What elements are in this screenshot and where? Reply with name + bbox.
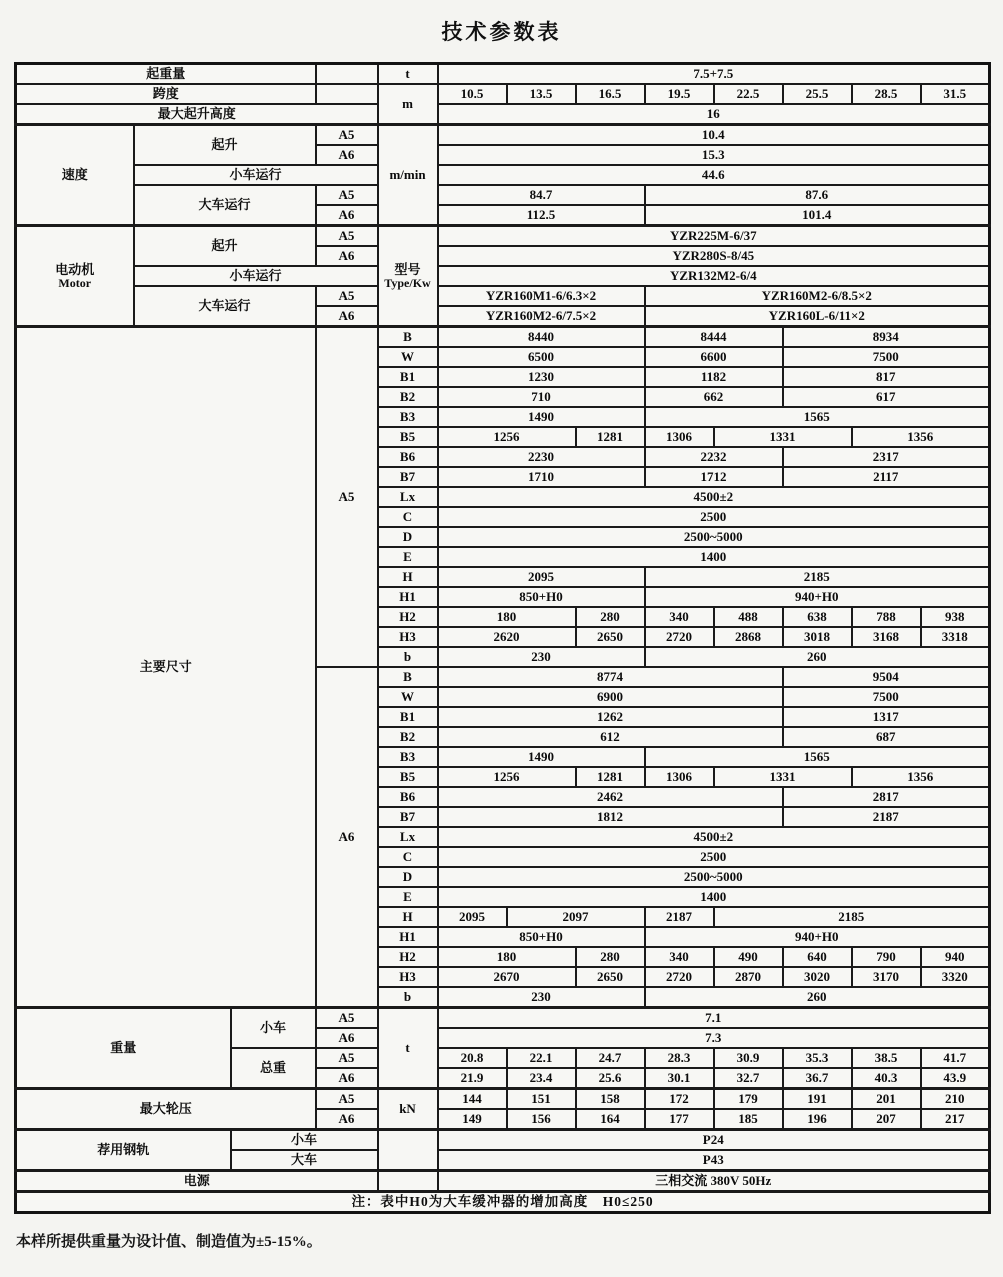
- motor-unit-line1: 型号: [394, 261, 421, 277]
- weight-total-value-cell: 23.4: [507, 1068, 576, 1089]
- dim-name-cell: B7: [378, 807, 438, 827]
- weight-total-value-cell: 40.3: [852, 1068, 921, 1089]
- dim-value-cell: 617: [783, 387, 990, 407]
- dim-value-cell: 2650: [576, 627, 645, 647]
- dim-value-cell: 1565: [645, 407, 990, 427]
- span-value-cell: 10.5: [438, 84, 507, 104]
- wheel-load-value-cell: 207: [852, 1109, 921, 1130]
- dim-name-cell: Lx: [378, 827, 438, 847]
- dim-name-cell: E: [378, 547, 438, 567]
- dim-name-cell: B2: [378, 727, 438, 747]
- dim-value-cell: 1565: [645, 747, 990, 767]
- dim-name-cell: b: [378, 647, 438, 667]
- empty-cell: [378, 1130, 438, 1171]
- wheel-load-value-cell: 179: [714, 1089, 783, 1110]
- lift-height-value-cell: 16: [438, 104, 990, 125]
- dim-name-cell: H2: [378, 947, 438, 967]
- dim-value-cell: 280: [576, 947, 645, 967]
- dim-value-cell: 6900: [438, 687, 783, 707]
- wheel-load-value-cell: 177: [645, 1109, 714, 1130]
- motor-trolley-value-cell: YZR132M2-6/4: [438, 266, 990, 286]
- dim-value-cell: 1812: [438, 807, 783, 827]
- dim-value-cell: 1306: [645, 427, 714, 447]
- dim-name-cell: W: [378, 687, 438, 707]
- dim-value-cell: 2500~5000: [438, 867, 990, 887]
- dim-name-cell: b: [378, 987, 438, 1008]
- weight-total-value-cell: 35.3: [783, 1048, 852, 1068]
- dim-value-cell: 8774: [438, 667, 783, 687]
- dim-name-cell: Lx: [378, 487, 438, 507]
- dim-name-cell: H1: [378, 587, 438, 607]
- capacity-unit-cell: t: [378, 64, 438, 85]
- dim-value-cell: 1400: [438, 887, 990, 907]
- dim-value-cell: 2317: [783, 447, 990, 467]
- speed-crane-label-cell: 大车运行: [134, 185, 316, 226]
- dim-value-cell: 340: [645, 947, 714, 967]
- wheel-load-value-cell: 217: [921, 1109, 990, 1130]
- motor-crane-a6-value-cell: YZR160L-6/11×2: [645, 306, 990, 327]
- wheel-load-value-cell: 151: [507, 1089, 576, 1110]
- span-value-cell: 13.5: [507, 84, 576, 104]
- speed-hoist-label-cell: 起升: [134, 125, 316, 166]
- dim-value-cell: 1331: [714, 427, 852, 447]
- class-a5-cell: A5: [316, 286, 378, 306]
- weight-total-value-cell: 36.7: [783, 1068, 852, 1089]
- dim-name-cell: H3: [378, 967, 438, 987]
- dim-value-cell: 1317: [783, 707, 990, 727]
- dim-value-cell: 1356: [852, 767, 990, 787]
- speed-hoist-a6-value-cell: 15.3: [438, 145, 990, 165]
- dim-value-cell: 2868: [714, 627, 783, 647]
- weight-total-value-cell: 38.5: [852, 1048, 921, 1068]
- dim-value-cell: 1306: [645, 767, 714, 787]
- class-a5-cell: A5: [316, 185, 378, 205]
- span-value-cell: 19.5: [645, 84, 714, 104]
- dim-value-cell: 687: [783, 727, 990, 747]
- dim-value-cell: 1331: [714, 767, 852, 787]
- wheel-load-value-cell: 210: [921, 1089, 990, 1110]
- class-a5-cell: A5: [316, 1008, 378, 1029]
- parameter-table: [14, 62, 991, 1214]
- dim-value-cell: 2500~5000: [438, 527, 990, 547]
- class-a6-cell: A6: [316, 205, 378, 226]
- dim-value-cell: 710: [438, 387, 645, 407]
- weight-total-value-cell: 21.9: [438, 1068, 507, 1089]
- dim-value-cell: 2097: [507, 907, 645, 927]
- wheel-load-value-cell: 158: [576, 1089, 645, 1110]
- dim-value-cell: 2232: [645, 447, 783, 467]
- motor-label-cn: 电动机: [55, 261, 95, 277]
- weight-total-value-cell: 25.6: [576, 1068, 645, 1089]
- wheel-load-value-cell: 191: [783, 1089, 852, 1110]
- dim-value-cell: 940+H0: [645, 587, 990, 607]
- dim-name-cell: B3: [378, 747, 438, 767]
- wheel-load-value-cell: 164: [576, 1109, 645, 1130]
- dim-name-cell: B3: [378, 407, 438, 427]
- speed-label-cell: 速度: [16, 125, 134, 226]
- class-a5-cell: A5: [316, 1048, 378, 1068]
- dim-name-cell: C: [378, 847, 438, 867]
- motor-unit-cell: [378, 226, 438, 327]
- dim-name-cell: H2: [378, 607, 438, 627]
- dim-name-cell: B1: [378, 707, 438, 727]
- weight-trolley-a5-value-cell: 7.1: [438, 1008, 990, 1029]
- wheel-load-label-cell: 最大轮压: [16, 1089, 316, 1130]
- dim-name-cell: B6: [378, 447, 438, 467]
- speed-crane-a6-value-cell: 101.4: [645, 205, 990, 226]
- capacity-value-cell: 7.5+7.5: [438, 64, 990, 85]
- page-title: 技术参数表: [441, 20, 562, 44]
- weight-total-value-cell: 22.1: [507, 1048, 576, 1068]
- weight-trolley-label-cell: 小车: [231, 1008, 316, 1049]
- dim-value-cell: 2720: [645, 627, 714, 647]
- dim-value-cell: 1230: [438, 367, 645, 387]
- dim-value-cell: 7500: [783, 687, 990, 707]
- speed-hoist-a5-value-cell: 10.4: [438, 125, 990, 146]
- dim-value-cell: 1356: [852, 427, 990, 447]
- wheel-load-value-cell: 149: [438, 1109, 507, 1130]
- dim-value-cell: 938: [921, 607, 990, 627]
- dim-value-cell: 1281: [576, 767, 645, 787]
- power-value-cell: 三相交流 380V 50Hz: [438, 1171, 990, 1192]
- dim-value-cell: 260: [645, 987, 990, 1008]
- class-a5-cell: A5: [316, 226, 378, 247]
- rail-trolley-label-cell: 小车: [231, 1130, 378, 1151]
- rail-trolley-value-cell: P24: [438, 1130, 990, 1151]
- empty-cell: [378, 1171, 438, 1192]
- motor-crane-a5-value-cell: YZR160M2-6/8.5×2: [645, 286, 990, 306]
- speed-crane-a5-value-cell: 84.7: [438, 185, 645, 205]
- dims-label-cell: 主要尺寸: [16, 327, 316, 1008]
- dim-value-cell: 8440: [438, 327, 645, 348]
- wheel-load-unit-cell: kN: [378, 1089, 438, 1130]
- motor-hoist-a5-value-cell: YZR225M-6/37: [438, 226, 990, 247]
- capacity-label-cell: 起重量: [16, 64, 316, 85]
- dim-name-cell: B: [378, 327, 438, 348]
- dim-value-cell: 1490: [438, 407, 645, 427]
- dim-name-cell: B1: [378, 367, 438, 387]
- lift-height-label-cell: 最大起升高度: [16, 104, 378, 125]
- weight-total-value-cell: 20.8: [438, 1048, 507, 1068]
- dims-a5-class-cell: A5: [316, 327, 378, 668]
- dim-value-cell: 1262: [438, 707, 783, 727]
- motor-hoist-a6-value-cell: YZR280S-8/45: [438, 246, 990, 266]
- dim-value-cell: 2670: [438, 967, 576, 987]
- class-a6-cell: A6: [316, 246, 378, 266]
- dim-value-cell: 2185: [645, 567, 990, 587]
- power-label-cell: 电源: [16, 1171, 378, 1192]
- weight-total-value-cell: 43.9: [921, 1068, 990, 1089]
- dim-value-cell: 2187: [645, 907, 714, 927]
- dim-value-cell: 2500: [438, 847, 990, 867]
- span-label-cell: 跨度: [16, 84, 316, 104]
- dim-value-cell: 850+H0: [438, 587, 645, 607]
- wheel-load-value-cell: 185: [714, 1109, 783, 1130]
- span-unit-cell: m: [378, 84, 438, 125]
- wheel-load-value-cell: 172: [645, 1089, 714, 1110]
- dim-value-cell: 2650: [576, 967, 645, 987]
- dim-value-cell: 850+H0: [438, 927, 645, 947]
- dim-value-cell: 488: [714, 607, 783, 627]
- motor-unit-line2: Type/Kw: [384, 275, 431, 290]
- motor-crane-a5-value-cell: YZR160M1-6/6.3×2: [438, 286, 645, 306]
- dim-value-cell: 3320: [921, 967, 990, 987]
- rail-label-cell: 荐用钢轨: [16, 1130, 231, 1171]
- dim-value-cell: 940+H0: [645, 927, 990, 947]
- speed-trolley-label-cell: 小车运行: [134, 165, 378, 185]
- empty-cell: [316, 64, 378, 85]
- weight-total-value-cell: 30.1: [645, 1068, 714, 1089]
- span-value-cell: 25.5: [783, 84, 852, 104]
- class-a6-cell: A6: [316, 1028, 378, 1048]
- dim-value-cell: 280: [576, 607, 645, 627]
- dim-value-cell: 1400: [438, 547, 990, 567]
- dim-value-cell: 2230: [438, 447, 645, 467]
- dim-value-cell: 1256: [438, 427, 576, 447]
- dim-value-cell: 2870: [714, 967, 783, 987]
- wheel-load-value-cell: 196: [783, 1109, 852, 1130]
- empty-cell: [316, 84, 378, 104]
- dim-value-cell: 3020: [783, 967, 852, 987]
- weight-label-cell: 重量: [16, 1008, 231, 1089]
- dim-value-cell: 2117: [783, 467, 990, 487]
- wheel-load-value-cell: 144: [438, 1089, 507, 1110]
- dim-value-cell: 2620: [438, 627, 576, 647]
- dim-value-cell: 1182: [645, 367, 783, 387]
- dim-value-cell: 490: [714, 947, 783, 967]
- dim-value-cell: 3170: [852, 967, 921, 987]
- dim-name-cell: H: [378, 567, 438, 587]
- dim-value-cell: 6500: [438, 347, 645, 367]
- speed-trolley-value-cell: 44.6: [438, 165, 990, 185]
- dim-value-cell: 2500: [438, 507, 990, 527]
- dim-value-cell: 260: [645, 647, 990, 667]
- dim-value-cell: 2095: [438, 567, 645, 587]
- dim-value-cell: 2462: [438, 787, 783, 807]
- dim-value-cell: 1281: [576, 427, 645, 447]
- speed-unit-cell: m/min: [378, 125, 438, 226]
- motor-label-cell: [16, 226, 134, 327]
- span-value-cell: 31.5: [921, 84, 990, 104]
- dim-name-cell: B7: [378, 467, 438, 487]
- dim-name-cell: D: [378, 527, 438, 547]
- dim-value-cell: 2720: [645, 967, 714, 987]
- dim-value-cell: 817: [783, 367, 990, 387]
- dim-value-cell: 2185: [714, 907, 990, 927]
- class-a5-cell: A5: [316, 1089, 378, 1110]
- span-value-cell: 16.5: [576, 84, 645, 104]
- span-value-cell: 28.5: [852, 84, 921, 104]
- dim-value-cell: 940: [921, 947, 990, 967]
- weight-total-label-cell: 总重: [231, 1048, 316, 1089]
- weight-total-value-cell: 32.7: [714, 1068, 783, 1089]
- dim-value-cell: 2817: [783, 787, 990, 807]
- weight-unit-cell: t: [378, 1008, 438, 1089]
- motor-crane-a6-value-cell: YZR160M2-6/7.5×2: [438, 306, 645, 327]
- motor-crane-label-cell: 大车运行: [134, 286, 316, 327]
- dim-value-cell: 1256: [438, 767, 576, 787]
- dim-name-cell: B5: [378, 767, 438, 787]
- dim-value-cell: 612: [438, 727, 783, 747]
- table-note-cell: 注：表中H0为大车缓冲器的增加高度 H0≤250: [16, 1192, 990, 1213]
- motor-hoist-label-cell: 起升: [134, 226, 316, 267]
- dim-value-cell: 638: [783, 607, 852, 627]
- class-a5-cell: A5: [316, 125, 378, 146]
- dim-name-cell: W: [378, 347, 438, 367]
- class-a6-cell: A6: [316, 1109, 378, 1130]
- dim-value-cell: 1490: [438, 747, 645, 767]
- rail-crane-label-cell: 大车: [231, 1150, 378, 1171]
- dim-value-cell: 788: [852, 607, 921, 627]
- class-a6-cell: A6: [316, 306, 378, 327]
- dim-value-cell: 790: [852, 947, 921, 967]
- dim-value-cell: 4500±2: [438, 487, 990, 507]
- dim-value-cell: 1710: [438, 467, 645, 487]
- wheel-load-value-cell: 156: [507, 1109, 576, 1130]
- dim-name-cell: B5: [378, 427, 438, 447]
- dim-value-cell: 4500±2: [438, 827, 990, 847]
- dim-value-cell: 8934: [783, 327, 990, 348]
- speed-crane-a6-value-cell: 112.5: [438, 205, 645, 226]
- dim-value-cell: 1712: [645, 467, 783, 487]
- dim-name-cell: H3: [378, 627, 438, 647]
- speed-crane-a5-value-cell: 87.6: [645, 185, 990, 205]
- dims-a6-class-cell: A6: [316, 667, 378, 1008]
- weight-total-value-cell: 41.7: [921, 1048, 990, 1068]
- class-a6-cell: A6: [316, 1068, 378, 1089]
- dim-name-cell: H: [378, 907, 438, 927]
- dim-name-cell: E: [378, 887, 438, 907]
- dim-name-cell: B6: [378, 787, 438, 807]
- span-value-cell: 22.5: [714, 84, 783, 104]
- dim-name-cell: H1: [378, 927, 438, 947]
- dim-value-cell: 180: [438, 607, 576, 627]
- dim-value-cell: 340: [645, 607, 714, 627]
- weight-trolley-a6-value-cell: 7.3: [438, 1028, 990, 1048]
- dim-value-cell: 9504: [783, 667, 990, 687]
- dim-value-cell: 6600: [645, 347, 783, 367]
- dim-value-cell: 230: [438, 987, 645, 1008]
- dim-value-cell: 230: [438, 647, 645, 667]
- dim-value-cell: 7500: [783, 347, 990, 367]
- dim-name-cell: B: [378, 667, 438, 687]
- dim-name-cell: B2: [378, 387, 438, 407]
- dim-value-cell: 3318: [921, 627, 990, 647]
- rail-crane-value-cell: P43: [438, 1150, 990, 1171]
- wheel-load-value-cell: 201: [852, 1089, 921, 1110]
- class-a6-cell: A6: [316, 145, 378, 165]
- dim-value-cell: 8444: [645, 327, 783, 348]
- motor-label-en: Motor: [58, 275, 92, 290]
- dim-value-cell: 640: [783, 947, 852, 967]
- dim-value-cell: 3018: [783, 627, 852, 647]
- page-footnote: 本样所提供重量为设计值、制造值为±5-15%。: [16, 1234, 322, 1250]
- dim-value-cell: 2095: [438, 907, 507, 927]
- dim-name-cell: C: [378, 507, 438, 527]
- weight-total-value-cell: 24.7: [576, 1048, 645, 1068]
- dim-value-cell: 2187: [783, 807, 990, 827]
- dim-value-cell: 662: [645, 387, 783, 407]
- dim-value-cell: 180: [438, 947, 576, 967]
- weight-total-value-cell: 30.9: [714, 1048, 783, 1068]
- dim-name-cell: D: [378, 867, 438, 887]
- motor-trolley-label-cell: 小车运行: [134, 266, 378, 286]
- weight-total-value-cell: 28.3: [645, 1048, 714, 1068]
- dim-value-cell: 3168: [852, 627, 921, 647]
